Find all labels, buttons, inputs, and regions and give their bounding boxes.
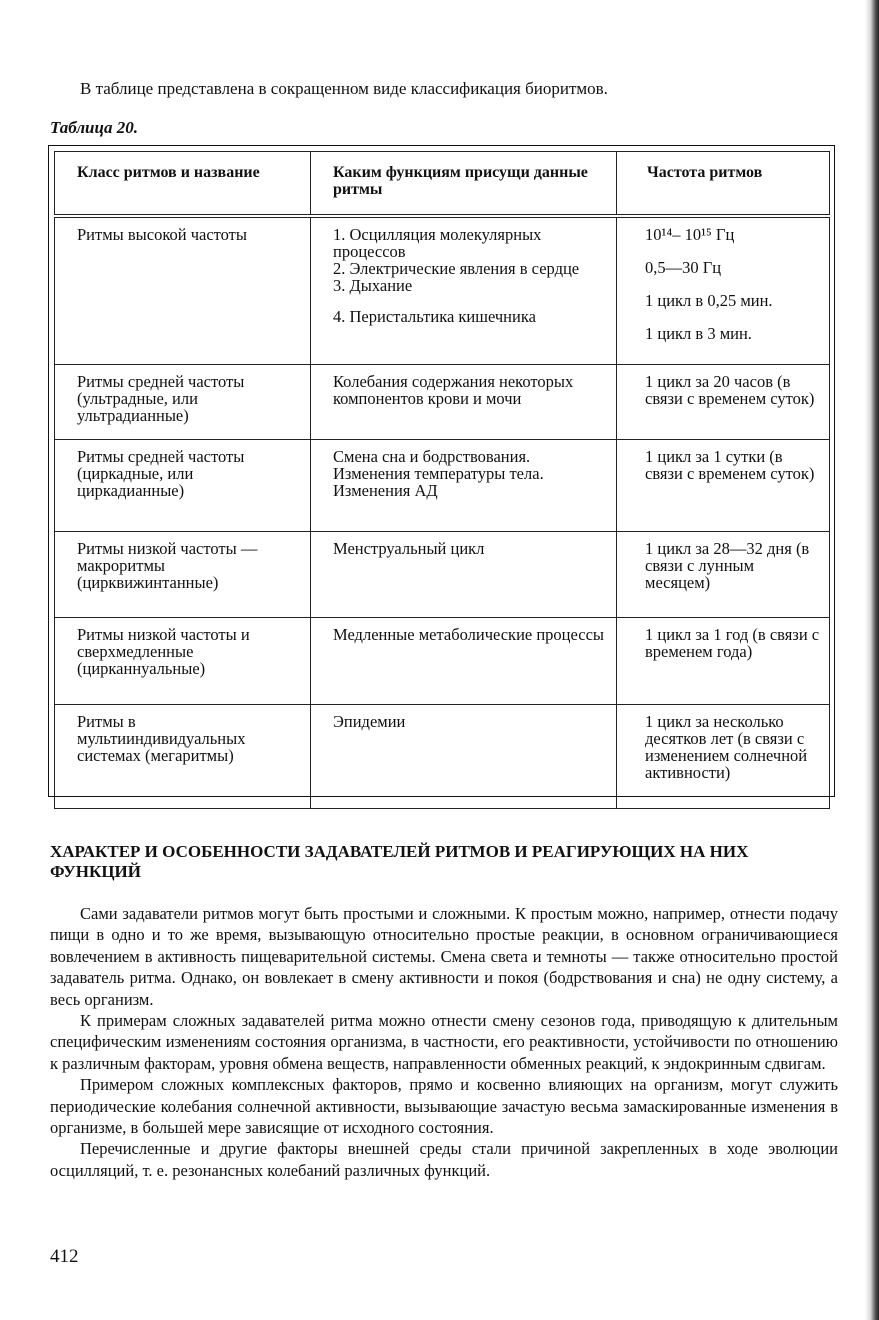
page-edge-shadow (865, 0, 879, 1320)
paragraph: Перечисленные и другие факторы внешней среды стали причиной закрепленных в ходе эволюции осцилляций, т. е. резонансных колебаний различных функций. (50, 1139, 838, 1180)
page-number: 412 (50, 1246, 79, 1267)
table-row (55, 532, 830, 618)
row-frequency (617, 216, 830, 365)
frequency-item: 1 цикл в 3 мин. (645, 324, 752, 343)
frequency-item: 10¹⁴– 10¹⁵ Гц (645, 225, 735, 244)
header-class: Класс ритмов и название (55, 152, 311, 217)
row-name: Ритмы средней частоты (циркадные, или циркадианные) (55, 440, 311, 532)
biorhythm-table-frame (48, 145, 835, 797)
frequency-item: 0,5—30 Гц (645, 258, 722, 277)
row-frequency: 1 цикл за 1 сутки (в связи с временем суток) (617, 440, 830, 532)
row-name: Ритмы высокой частоты (55, 216, 311, 365)
paragraph: К примерам сложных задавателей ритма можно отнести смену сезонов года, приводящую к длительным специфическим изменениям состояния организма, в частности, его реактивности, устойчивости по отношению к различным факторам, уровня обмена веществ, направленности обменных реакций, к эндокринным сдвигам. (50, 1011, 838, 1073)
section-title: ХАРАКТЕР И ОСОБЕННОСТИ ЗАДАВАТЕЛЕЙ РИТМОВ И РЕАГИРУЮЩИХ НА НИХ ФУНКЦИЙ (50, 842, 749, 881)
table-row (55, 705, 830, 809)
frequency-item: 1 цикл в 0,25 мин. (645, 291, 773, 310)
function-item: 1. Осцилляция молекулярных процессов (333, 225, 542, 261)
row-functions: Эпидемии (311, 705, 617, 809)
function-item: 4. Перистальтика кишечника (333, 307, 536, 326)
function-item: 2. Электрические явления в сердце (333, 259, 580, 278)
row-functions: Менструальный цикл (311, 532, 617, 618)
intro-text: В таблице представлена в сокращенном виде классификация биоритмов. (80, 79, 608, 98)
row-frequency: 1 цикл за 20 часов (в связи с временем суток) (617, 365, 830, 440)
row-functions: Колебания содержания некоторых компонентов крови и мочи (311, 365, 617, 440)
row-frequency: 1 цикл за несколько десятков лет (в связи с изменением солнечной активности) (617, 705, 830, 809)
paragraph: Сами задаватели ритмов могут быть простыми и сложными. К простым можно, например, отнести подачу пищи в одно и то же время, вызывающую относительно простые реакции, в основном ограничивающиеся вовлечением в активность пищеварительной системы. Смена света и темноты — также относительно простой задаватель ритма. Однако, он вовлекает в смену активности и покоя (бодрствования и сна) не одну систему, а весь организм. (50, 904, 838, 1009)
table-row (55, 440, 830, 532)
row-frequency: 1 цикл за 28—32 дня (в связи с лунным месяцем) (617, 532, 830, 618)
table-row (55, 365, 830, 440)
table-row (55, 618, 830, 705)
row-name: Ритмы в мультииндивидуальных системах (мегаритмы) (55, 705, 311, 809)
row-name: Ритмы низкой частоты — макроритмы (цирквижинтанные) (55, 532, 311, 618)
biorhythm-table (54, 151, 830, 809)
row-functions: Медленные метаболические процессы (311, 618, 617, 705)
table-caption: Таблица 20. (50, 118, 138, 137)
row-frequency: 1 цикл за 1 год (в связи с временем года) (617, 618, 830, 705)
body-text (50, 903, 838, 1181)
table-header-row (55, 152, 830, 217)
row-name: Ритмы низкой частоты и сверхмедленные (цирканнуальные) (55, 618, 311, 705)
paragraph: Примером сложных комплексных факторов, прямо и косвенно влияющих на организм, могут служить периодические колебания солнечной активности, вызывающие зачастую весьма замаскированные изменения в организме, в большей мере зависящие от исходного состояния. (50, 1075, 838, 1138)
header-functions: Каким функциям присущи данные ритмы (311, 152, 617, 217)
function-item: 3. Дыхание (333, 276, 413, 295)
row-functions (311, 216, 617, 365)
row-name: Ритмы средней частоты (ультрадные, или ультрадианные) (55, 365, 311, 440)
table-row (55, 216, 830, 365)
row-functions: Смена сна и бодрствования. Изменения температуры тела. Изменения АД (311, 440, 617, 532)
header-frequency: Частота ритмов (617, 152, 830, 217)
